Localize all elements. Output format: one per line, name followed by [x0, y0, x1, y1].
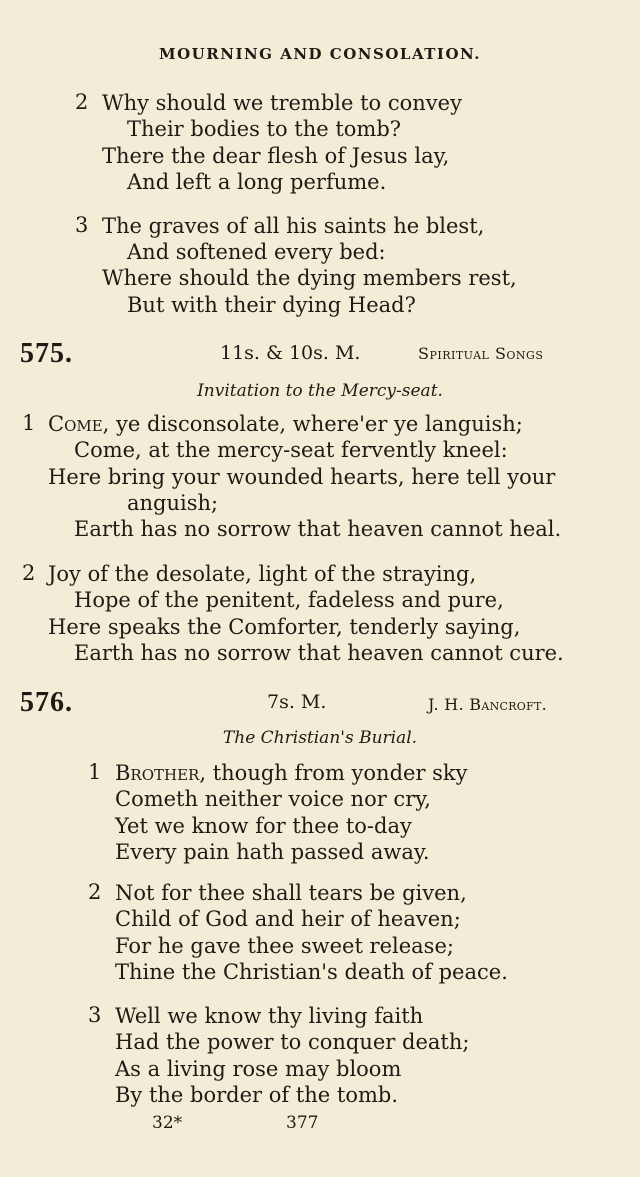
verse-line: Why should we tremble to convey [102, 91, 462, 115]
stanza-number: 1 [88, 760, 102, 784]
author-name: J. H. Bancroft. [428, 695, 548, 714]
page-number: 377 [286, 1113, 319, 1133]
verse-line-text: though from yonder sky [212, 761, 468, 785]
hymn-number: 576. [20, 687, 73, 718]
verse-line: Well we know thy living faith [115, 1004, 424, 1028]
verse-line: But with their dying Head? [127, 293, 416, 317]
verse-line: Joy of the desolate, light of the straying, [48, 562, 477, 586]
verse-line: Had the power to conquer death; [115, 1030, 470, 1054]
verse-line: Their bodies to the tomb? [127, 117, 402, 141]
verse-line: anguish; [127, 491, 219, 515]
verse-line: And left a long perfume. [127, 170, 387, 194]
hymn-meter: 7s. M. [267, 691, 327, 713]
stanza-number: 3 [88, 1003, 102, 1027]
small-caps-first-word: Brother, [115, 761, 207, 785]
verse-line: By the border of the tomb. [115, 1083, 399, 1107]
verse-line: There the dear flesh of Jesus lay, [102, 144, 450, 168]
verse-line: Here speaks the Comforter, tenderly saying, [48, 615, 521, 639]
verse-line: Earth has no sorrow that heaven cannot cure. [74, 641, 564, 665]
stanza-number: 2 [75, 90, 89, 114]
stanza-number: 1 [22, 411, 36, 435]
small-caps-first-word: Come, [48, 412, 110, 436]
signature-mark: 32* [152, 1113, 183, 1133]
hymn-author [428, 695, 547, 714]
verse-line: Every pain hath passed away. [115, 840, 430, 864]
verse-line: Child of God and heir of heaven; [115, 907, 461, 931]
verse-line: Come, at the mercy-seat fervently kneel: [74, 438, 508, 462]
stanza-number: 2 [22, 561, 36, 585]
verse-line: Not for thee shall tears be given, [115, 881, 467, 905]
verse-line: For he gave thee sweet release; [115, 934, 454, 958]
verse-line: Cometh neither voice nor cry, [115, 787, 431, 811]
hymn-number: 575. [20, 338, 73, 369]
running-header: MOURNING AND CONSOLATION. [159, 45, 481, 63]
verse-line: The graves of all his saints he blest, [102, 214, 485, 238]
verse-line: Where should the dying members rest, [102, 266, 517, 290]
verse-line: And softened every bed: [127, 240, 386, 264]
verse-line-text: ye disconsolate, where'er ye languish; [116, 412, 523, 436]
hymn-source: Spiritual Songs [418, 344, 544, 363]
hymn-title: Invitation to the Mercy-seat. [197, 381, 443, 401]
verse-line: Earth has no sorrow that heaven cannot heal. [74, 517, 562, 541]
stanza-number: 3 [75, 213, 89, 237]
verse-line: Hope of the penitent, fadeless and pure, [74, 588, 504, 612]
verse-line: Thine the Christian's death of peace. [115, 960, 508, 984]
hymn-meter: 11s. & 10s. M. [220, 342, 361, 364]
verse-line: Here bring your wounded hearts, here tell your [48, 465, 556, 489]
verse-line: As a living rose may bloom [115, 1057, 402, 1081]
verse-line [48, 411, 523, 437]
verse-line [115, 760, 468, 786]
verse-line: Yet we know for thee to-day [115, 814, 412, 838]
hymn-title: The Christian's Burial. [222, 728, 418, 748]
stanza-number: 2 [88, 880, 102, 904]
